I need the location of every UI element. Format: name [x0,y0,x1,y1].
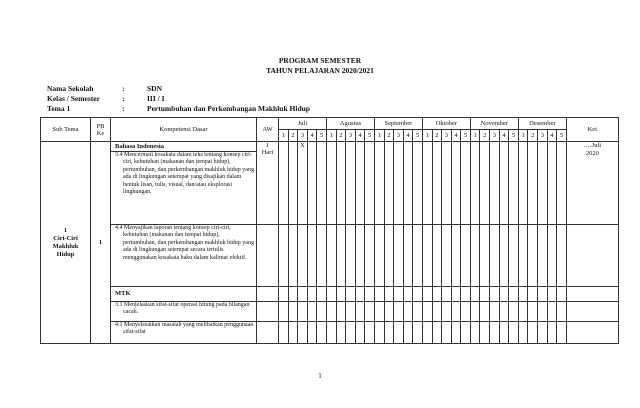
week-cell [509,225,519,287]
week-cell [518,225,528,287]
week-cell [547,322,557,344]
header-week: 1 [422,130,432,142]
week-cell [547,142,557,225]
week-cell [509,142,519,225]
header-ket: Ket [566,118,618,142]
week-cell [365,142,375,225]
week-cell [336,322,346,344]
week-cell [499,142,509,225]
week-cell [326,287,336,302]
week-cell [384,287,394,302]
aw-cell: 1 Hari [257,142,279,225]
week-cell [403,225,413,287]
header-week: 1 [326,130,336,142]
week-cell [557,225,567,287]
week-cell [403,302,413,322]
week-cell [384,142,394,225]
page-number: 1 [318,372,322,380]
header-week: 3 [442,130,452,142]
week-cell [480,225,490,287]
ket-cell [566,322,618,344]
week-cell [336,302,346,322]
header-week: 5 [509,130,519,142]
week-cell [413,142,423,225]
week-cell [374,225,384,287]
week-cell [346,287,356,302]
week-cell [413,287,423,302]
week-cell [490,302,500,322]
theme-value: Pertumbuhan dan Perkembangan Makhluk Hidup [147,104,310,113]
week-cell [470,142,480,225]
header-week: 4 [547,130,557,142]
week-cell [355,225,365,287]
week-cell [374,302,384,322]
week-cell [384,322,394,344]
week-cell [365,287,375,302]
week-cell [499,302,509,322]
week-cell [355,142,365,225]
week-cell [422,302,432,322]
week-cell [326,322,336,344]
week-cell [499,322,509,344]
week-cell [403,322,413,344]
week-cell [307,225,317,287]
week-cell [518,302,528,322]
week-cell [279,142,289,225]
week-cell [528,287,538,302]
header-week: 5 [461,130,471,142]
week-cell [288,287,298,302]
week-cell [461,142,471,225]
week-cell [461,225,471,287]
week-cell [355,287,365,302]
week-cell [346,302,356,322]
week-cell [538,142,548,225]
ket-cell [566,225,618,287]
kd-4-1: 4.1 Menyelesaikan masalah yang melibatkan penggunaan sifat-sifat [111,322,257,344]
week-cell [518,142,528,225]
header-aw: AW [257,118,279,142]
week-cell [298,322,308,344]
week-cell [365,302,375,322]
header-month: Desember [518,118,566,130]
header-week: 3 [538,130,548,142]
header-week: 3 [490,130,500,142]
header-week: 1 [279,130,289,142]
week-cell [518,322,528,344]
kd-3-4: 3.4 Mencermati kosakata dalam teks tentang konsep ciri-ciri, kebutuhan (makanan dan tempat hidup), pertumbuhan, dan perkembangan makhluk hidup yang ada di lingkungan setempat yang disajikan dalam bentuk lisan, tulis, visual, dan/atau eksplorasi lingkungan. [111,152,257,225]
week-cell [480,142,490,225]
pb-cell: 1 [91,142,111,344]
theme-label: Tema 1 [47,104,71,113]
header-week: 5 [557,130,567,142]
class-label: Kelas / Semester [47,94,100,103]
week-cell [403,287,413,302]
header-pb-ke: PB Ke [91,118,111,142]
week-cell [538,225,548,287]
week-cell [355,302,365,322]
week-cell [442,302,452,322]
header-week: 4 [499,130,509,142]
week-cell [317,322,327,344]
week-cell [557,287,567,302]
week-cell [422,287,432,302]
week-cell [403,142,413,225]
week-cell [451,322,461,344]
week-cell [279,302,289,322]
header-week: 4 [307,130,317,142]
colon: : [122,84,125,93]
week-cell [509,322,519,344]
week-cell [451,287,461,302]
week-cell [279,225,289,287]
week-cell [422,142,432,225]
week-cell [374,142,384,225]
week-cell [384,302,394,322]
header-week: 2 [528,130,538,142]
week-cell [374,287,384,302]
week-cell [346,142,356,225]
week-cell [394,142,404,225]
ket-cell: ….Juli 2020 [566,142,618,225]
header-week: 2 [432,130,442,142]
week-cell [490,142,500,225]
header-month: Agustus [326,118,374,130]
header-week: 3 [346,130,356,142]
week-cell [317,142,327,225]
header-week: 2 [384,130,394,142]
header-week: 4 [403,130,413,142]
week-cell [288,225,298,287]
header-week: 5 [317,130,327,142]
week-cell [470,287,480,302]
week-cell [307,142,317,225]
week-cell [307,322,317,344]
header-week: 1 [374,130,384,142]
week-cell [432,302,442,322]
week-cell [451,142,461,225]
week-cell [288,302,298,322]
header-week: 1 [470,130,480,142]
week-cell [470,302,480,322]
week-cell [336,142,346,225]
header-week: 4 [451,130,461,142]
week-cell [528,322,538,344]
header-week: 3 [298,130,308,142]
week-cell [384,225,394,287]
week-cell [538,302,548,322]
week-cell [346,322,356,344]
week-cell [288,322,298,344]
week-cell [442,287,452,302]
week-cell [480,302,490,322]
week-cell [509,287,519,302]
header-week: 2 [336,130,346,142]
header-week: 2 [480,130,490,142]
header-week: 1 [518,130,528,142]
week-cell [442,322,452,344]
week-cell [490,322,500,344]
week-cell [413,302,423,322]
week-cell [317,302,327,322]
week-cell [480,322,490,344]
week-cell [432,287,442,302]
week-cell [528,142,538,225]
header-week: 5 [413,130,423,142]
colon: : [122,104,125,113]
week-cell [422,322,432,344]
ket-cell [566,287,618,302]
kd-3-1: 3.1 Menjelaskan sifat-sifat operasi hitung pada bilangan cacah. [111,302,257,322]
week-cell [538,287,548,302]
week-cell [307,287,317,302]
week-cell [451,302,461,322]
school-label: Nama Sekolah [47,84,94,93]
week-cell [326,142,336,225]
week-cell [317,225,327,287]
school-value: SDN [147,84,163,93]
subject-bahasa-indonesia: Bahasa Indonesia [111,142,257,152]
week-cell [346,225,356,287]
subject-mtk: MTK [111,287,257,302]
week-cell [557,142,567,225]
week-cell [298,225,308,287]
week-cell [538,322,548,344]
week-cell [490,225,500,287]
header-week: 2 [288,130,298,142]
week-cell [422,225,432,287]
week-cell [394,322,404,344]
document-title: PROGRAM SEMESTER [278,56,362,65]
header-month: Oktober [422,118,470,130]
semester-table [40,117,619,344]
week-cell [432,225,442,287]
header-month: Juli [279,118,327,130]
week-cell [528,302,538,322]
week-cell [432,322,442,344]
week-cell [461,322,471,344]
header-week: 5 [365,130,375,142]
week-cell [279,322,289,344]
week-cell [394,287,404,302]
week-cell-marked: X [298,142,308,225]
week-cell [365,322,375,344]
week-cell [336,287,346,302]
week-cell [326,225,336,287]
week-cell [374,322,384,344]
header-week: 4 [355,130,365,142]
ket-cell [566,302,618,322]
week-cell [499,287,509,302]
week-cell [470,322,480,344]
week-cell [518,287,528,302]
week-cell [451,225,461,287]
class-value: III / I [147,94,165,103]
week-cell [413,225,423,287]
week-cell [279,287,289,302]
header-week: 3 [394,130,404,142]
header-kompetensi-dasar: Kompetensi Dasar [111,118,257,142]
week-cell [461,302,471,322]
document-subtitle: TAHUN PELAJARAN 2020/2021 [266,66,374,75]
week-cell [480,287,490,302]
week-cell [317,287,327,302]
week-cell [490,287,500,302]
week-cell [470,225,480,287]
week-cell [413,322,423,344]
week-cell [461,287,471,302]
week-cell [442,142,452,225]
week-cell [528,225,538,287]
week-cell [432,142,442,225]
header-month: November [470,118,518,130]
week-cell [336,225,346,287]
colon: : [122,94,125,103]
week-cell [365,225,375,287]
kd-4-4: 4.4 Menyajikan laporan tentang konsep ciri-ciri, kebutuhan (makanan dan tempat hidup), pertumbuhan, dan perkembangan makhluk hidup yang ada di lingkungan setempat secara tertulis menggunakan kosakata baku dalam kalimat efektif. [111,225,257,287]
week-cell [547,287,557,302]
week-cell [394,302,404,322]
week-cell [499,225,509,287]
header-month: September [374,118,422,130]
week-cell [547,302,557,322]
week-cell [442,225,452,287]
week-cell [307,302,317,322]
week-cell [394,225,404,287]
week-cell [298,287,308,302]
week-cell [326,302,336,322]
week-cell [557,322,567,344]
week-cell [547,225,557,287]
header-sub-tema: Sub Tema [41,118,91,142]
week-cell [509,302,519,322]
week-cell [298,302,308,322]
week-cell [288,142,298,225]
week-cell [355,322,365,344]
subtema-cell: 1 Ciri-Ciri Makhluk Hidup [41,142,91,344]
week-cell [557,302,567,322]
